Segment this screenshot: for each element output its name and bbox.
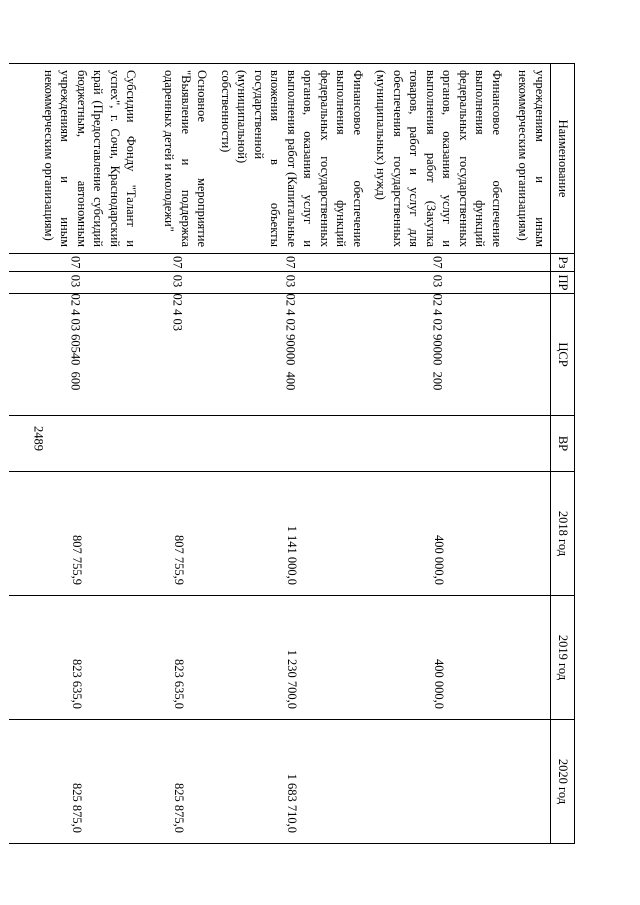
header-vr: ВР: [551, 416, 575, 472]
row-2019: 823 635,0: [142, 596, 213, 720]
table-row: [368, 64, 507, 844]
header-name: Наименование: [551, 64, 575, 254]
row-vr: 200: [431, 371, 445, 391]
row-2019: 400 000,0: [368, 596, 507, 720]
row-2018: 807 755,9: [142, 472, 213, 596]
header-csr: ЦСР: [551, 294, 575, 416]
row-vr: 600: [69, 371, 83, 391]
row-pr: 03: [283, 274, 298, 288]
row-2019: 823 635,0: [10, 596, 142, 720]
row-vr: 400: [283, 371, 298, 391]
header-2020: 2020 год: [551, 720, 575, 844]
table-row: [213, 64, 369, 844]
row-2018: 807 755,9: [10, 472, 142, 596]
row-2020: 825 875,0: [142, 720, 213, 844]
table-row: [10, 64, 142, 844]
row-name: учреждениям и иным некоммерческим организациям): [507, 64, 551, 254]
table-header-row: [551, 64, 575, 844]
budget-table: [10, 63, 576, 844]
row-csr: 02 4 03 60540: [69, 293, 83, 366]
row-2020: [507, 720, 551, 844]
row-2018: [507, 472, 551, 596]
header-rz: Рз: [551, 254, 575, 272]
row-name: Финансовое обеспечение выполнения функций федеральных государственных органов, оказания услуг и выполнения работ (Закупка товаров, работ и услуг для обеспечения государственных (муниципальных) нужд): [368, 64, 507, 254]
row-rz: 07: [283, 256, 298, 269]
row-csr: 02 4 03: [170, 293, 185, 331]
row-name: Субсидии Фонду "Талант и успех", г. Сочи, Краснодарский край (Предоставление субсидий бюджетным, автономным учреждениям и иным некоммерческим организациям): [10, 64, 142, 254]
row-name: Финансовое обеспечение выполнения функций федеральных государственных органов, оказания услуг и выполнения работ (Капитальные вложения в объекты государственной (муниципальной) собственности): [213, 64, 369, 254]
row-2020: 1 683 710,0: [213, 720, 369, 844]
page-number: 2489: [31, 426, 46, 451]
rotated-page-content: [42, 63, 575, 843]
row-rz: 07: [69, 256, 83, 269]
row-2020: [368, 720, 507, 844]
row-pr: 03: [170, 274, 185, 288]
row-pr: 03: [431, 274, 445, 288]
row-rz: 07: [431, 256, 445, 269]
row-2018: 1 141 000,0: [213, 472, 369, 596]
row-pr: 03: [69, 274, 83, 288]
row-csr: 02 4 02 90000: [283, 293, 298, 366]
table-row: [507, 64, 551, 844]
row-rz: 07: [170, 256, 185, 269]
row-csr: 02 4 02 90000: [431, 293, 445, 366]
row-name: Основное мероприятие "Выявление и поддержка одаренных детей и молодежи": [142, 64, 213, 254]
table-row: [142, 64, 213, 844]
header-2019: 2019 год: [551, 596, 575, 720]
row-codes: [507, 254, 551, 272]
header-2018: 2018 год: [551, 472, 575, 596]
row-2019: [507, 596, 551, 720]
row-2018: 400 000,0: [368, 472, 507, 596]
row-2020: 825 875,0: [10, 720, 142, 844]
row-2019: 1 230 700,0: [213, 596, 369, 720]
header-pr: ПР: [551, 272, 575, 294]
